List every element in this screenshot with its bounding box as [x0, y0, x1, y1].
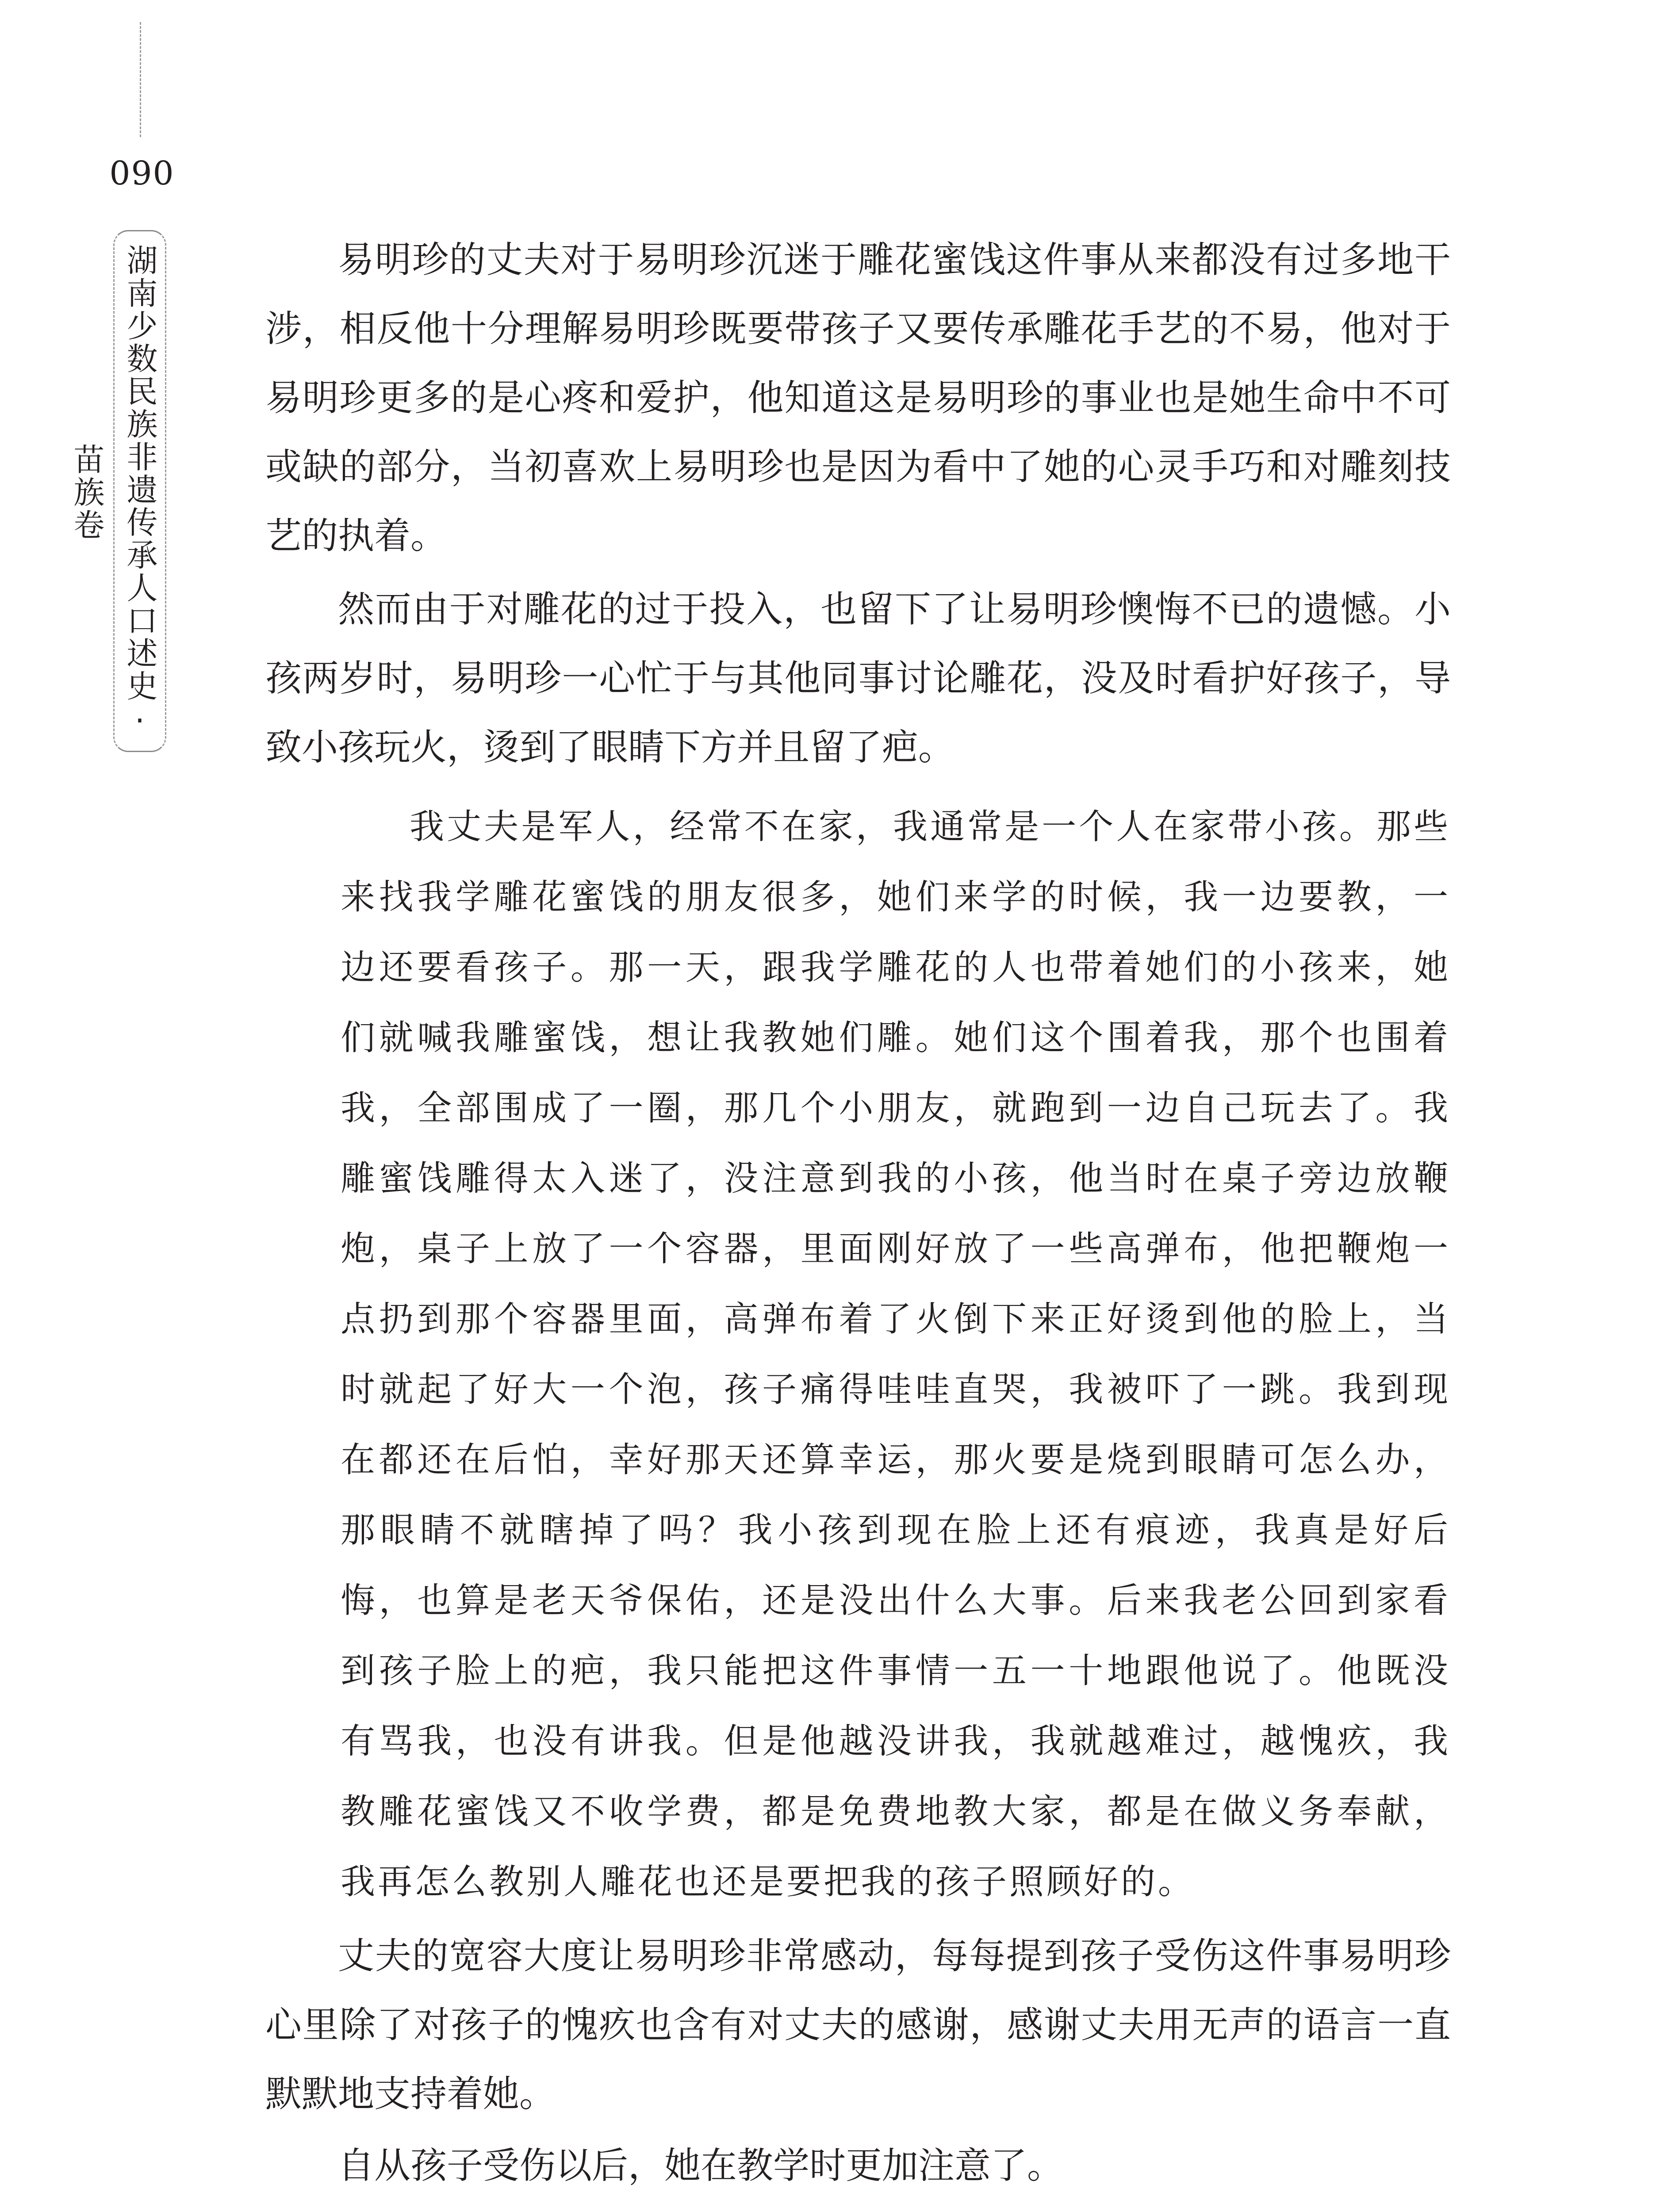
paragraph-4: 自从孩子受伤以后，她在教学时更加注意了。 — [338, 2145, 1064, 2187]
paragraph-1: 易明珍的丈夫对于易明珍沉迷于雕花蜜饯这件事从来都没有过多地干涉，相反他十分理解易明珍既要带孩子又要传承雕花手艺的不易，他对于易明珍更多的是心疼和爱护，他知道这是易明珍的事业也是她生命中不可或缺的部分，当初喜欢上易明珍也是因为看中了她的心灵手巧和对雕刻技艺的执着。 — [265, 239, 1451, 557]
page-number: 090 — [109, 154, 175, 192]
margin-rule — [140, 22, 141, 137]
oral-testimony-quote: 我丈夫是军人，经常不在家，我通常是一个人在家带小孩。那些来找我学雕花蜜饯的朋友很多，她们来学的时候，我一边要教，一边还要看孩子。那一天，跟我学雕花的人也带着她们的小孩来，她们就喊我雕蜜饯，想让我教她们雕。她们这个围着我，那个也围着我，全部围成了一圈，那几个小朋友，就跑到一边自己玩去了。我雕蜜饯雕得太入迷了，没注意到我的小孩，他当时在桌子旁边放鞭炮，桌子上放了一个容器，里面刚好放了一些高弹布，他把鞭炮一点扔到那个容器里面，高弹布着了火倒下来正好烫到他的脸上，当时就起了好大一个泡，孩子痛得哇哇直哭，我被吓了一跳。我到现在都还在后怕，幸好那天还算幸运，那火要是烧到眼睛可怎么办，那眼睛不就瞎掉了吗？我小孩到现在脸上还有痕迹，我真是好后悔，也算是老天爷保佑，还是没出什么大事。后来我老公回到家看到孩子脸上的疤，我只能把这件事情一五一十地跟他说了。他既没有骂我，也没有讲我。但是他越没讲我，我就越难过，越愧疚，我教雕花蜜饯又不收学费，都是免费地教大家，都是在做义务奉献，我再怎么教别人雕花也还是要把我的孩子照顾好的。 — [341, 807, 1451, 1902]
running-book-title: 湖南少数民族非遗传承人口述史·苗族卷 — [69, 244, 158, 741]
paragraph-3: 丈夫的宽容大度让易明珍非常感动，每每提到孩子受伤这件事易明珍心里除了对孩子的愧疚也含有对丈夫的感谢，感谢丈夫用无声的语言一直默默地支持着她。 — [265, 1935, 1451, 2115]
body-text — [265, 226, 1451, 2200]
paragraph-2: 然而由于对雕花的过于投入，也留下了让易明珍懊悔不已的遗憾。小孩两岁时，易明珍一心忙于与其他同事讨论雕花，没及时看护好孩子，导致小孩玩火，烫到了眼睛下方并且留了疤。 — [265, 588, 1451, 768]
